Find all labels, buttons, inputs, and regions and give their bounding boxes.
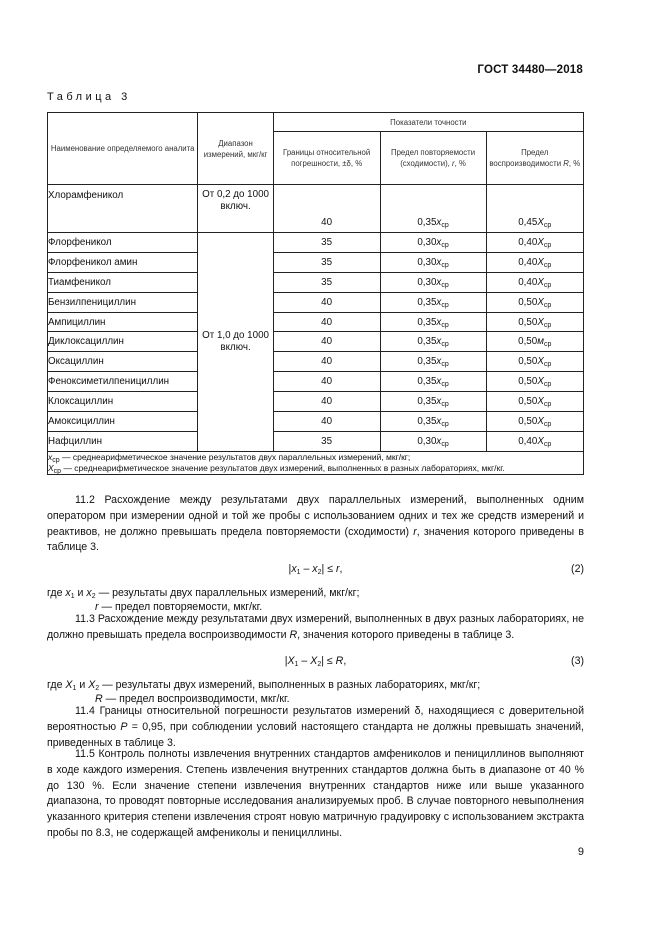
cell-error-bounds: 40 bbox=[273, 372, 380, 392]
col-header-range: Диапазон измерений, мкг/кг bbox=[198, 113, 273, 185]
table-row bbox=[48, 185, 584, 233]
cell-reproducibility: $0,50X_{ср}$ bbox=[486, 412, 584, 432]
cell-repeatability: $0,35x_{ср}$ bbox=[380, 352, 486, 372]
table-row bbox=[48, 292, 584, 312]
cell-reproducibility: $0,40X_{ср}$ bbox=[486, 233, 584, 253]
table-caption: Таблица 3 bbox=[47, 91, 131, 103]
paragraph-11-2: 11.2 Расхождение между результатами двух параллельных измерений, выполненных одним оператором при измерении одной и той же пробы с использованием одних и тех же средств измерений и реактивов, не должно превышать предела повторяемости (сходимости) r, значения которого приведены в таблице 3. bbox=[47, 494, 584, 554]
cell-repeatability: $0,30x_{ср}$ bbox=[380, 252, 486, 272]
cell-repeatability: $0,35x_{ср}$ bbox=[380, 412, 486, 432]
cell-analyte: Диклоксациллин bbox=[48, 332, 198, 352]
cell-analyte: Амоксициллин bbox=[48, 412, 198, 432]
cell-analyte: Нафциллин bbox=[48, 431, 198, 451]
cell-error-bounds: 35 bbox=[273, 233, 380, 253]
formula-3-expression: $|X_1 - X_2| \le R$, bbox=[284, 655, 347, 668]
formula-3-number: (3) bbox=[571, 655, 584, 667]
cell-reproducibility: $0,40X_{ср}$ bbox=[486, 272, 584, 292]
table-row bbox=[48, 431, 584, 451]
legend-R-line: R — предел воспроизводимости, мкг/кг. bbox=[95, 693, 290, 705]
paragraph-11-3: 11.3 Расхождение между результатами двух измерений, выполненных в двух разных лабораториях, не должно превышать предела воспроизводимости R, значения которого приведены в таблице 3. bbox=[47, 613, 584, 641]
formula-3-legend bbox=[47, 678, 584, 706]
note-x-avg: $x_{ср}$ — среднеарифметическое значение результатов двух параллельных измерений, мкг/кг; bbox=[48, 451, 411, 464]
cell-repeatability: $0,35x_{ср}$ bbox=[380, 372, 486, 392]
cell-reproducibility: $0,40X_{ср}$ bbox=[486, 431, 584, 451]
cell-analyte: Флорфеникол bbox=[48, 233, 198, 253]
table-notes bbox=[48, 451, 584, 474]
legend-X-line: где $X_1$ и $X_2$ — результаты двух измерений, выполненных в разных лабораториях, мкг/кг; bbox=[47, 679, 481, 692]
precision-table bbox=[47, 112, 584, 475]
table-row bbox=[48, 372, 584, 392]
cell-error-bounds: 35 bbox=[273, 272, 380, 292]
cell-repeatability: $0,30x_{ср}$ bbox=[380, 431, 486, 451]
cell-reproducibility: $0,50X_{ср}$ bbox=[486, 392, 584, 412]
cell-error-bounds: 40 bbox=[273, 392, 380, 412]
cell-analyte: Бензилпенициллин bbox=[48, 292, 198, 312]
cell-reproducibility: $0,50X_{ср}$ bbox=[486, 372, 584, 392]
note-X-avg: $X_{ср}$ — среднеарифметическое значение результатов двух измерений, выполненных в разных лабораториях, мкг/кг. bbox=[48, 462, 505, 475]
cell-reproducibility: $0,40X_{ср}$ bbox=[486, 252, 584, 272]
cell-repeatability: $0,35x_{ср}$ bbox=[380, 185, 486, 233]
formula-2 bbox=[47, 563, 584, 579]
cell-reproducibility: $0,50X_{ср}$ bbox=[486, 312, 584, 332]
cell-error-bounds: 40 bbox=[273, 412, 380, 432]
cell-error-bounds: 40 bbox=[273, 292, 380, 312]
cell-analyte: Флорфеникол амин bbox=[48, 252, 198, 272]
cell-analyte: Ампициллин bbox=[48, 312, 198, 332]
table-row bbox=[48, 352, 584, 372]
cell-analyte: Феноксиметилпенициллин bbox=[48, 372, 198, 392]
cell-error-bounds: 40 bbox=[273, 312, 380, 332]
col-header-error-bounds: Границы относительной погрешности, ±δ, % bbox=[273, 132, 380, 185]
legend-r-line: r — предел повторяемости, мкг/кг. bbox=[95, 601, 263, 613]
cell-repeatability: $0,35x_{ср}$ bbox=[380, 332, 486, 352]
cell-repeatability: $0,30x_{ср}$ bbox=[380, 272, 486, 292]
formula-2-number: (2) bbox=[571, 563, 584, 575]
cell-range: От 0,2 до 1000 включ. bbox=[198, 185, 273, 233]
table-row bbox=[48, 392, 584, 412]
cell-reproducibility: $0,50м_{ср}$ bbox=[486, 332, 584, 352]
cell-analyte: Тиамфеникол bbox=[48, 272, 198, 292]
table-row bbox=[48, 272, 584, 292]
col-header-analyte: Наименование определяемого аналита bbox=[48, 113, 198, 185]
cell-error-bounds: 40 bbox=[273, 332, 380, 352]
cell-reproducibility: $0,50X_{ср}$ bbox=[486, 352, 584, 372]
cell-reproducibility: $0,45X_{ср}$ bbox=[486, 185, 584, 233]
cell-range: От 1,0 до 1000 включ. bbox=[198, 233, 273, 452]
paragraph-11-5: 11.5 Контроль полноты извлечения внутренних стандартов амфениколов и пенициллинов выполняют в ходе каждого измерения. Степень извлечения внутренних стандартов должна быть в диапазоне от 40 % до 130 %. Если значение степени извлечения внутренних стандартов ниже или выше указанного диапазона, то проводят повторные исследования анализируемых проб. В случае повторного невыполнения указанного критерия степени извлечения строят новую матричную градуировку с использованием экстракта пробы по 8.3, не содержащей амфениколы и пенициллины. bbox=[47, 748, 584, 839]
cell-error-bounds: 35 bbox=[273, 252, 380, 272]
page-number: 9 bbox=[577, 846, 584, 858]
cell-repeatability: $0,30x_{ср}$ bbox=[380, 233, 486, 253]
table-row bbox=[48, 312, 584, 332]
cell-reproducibility: $0,50X_{ср}$ bbox=[486, 292, 584, 312]
document-header: ГОСТ 34480—2018 bbox=[477, 64, 583, 76]
col-header-precision-group: Показатели точности bbox=[273, 113, 583, 132]
formula-3 bbox=[47, 655, 584, 671]
table-row bbox=[48, 332, 584, 352]
cell-error-bounds: 35 bbox=[273, 431, 380, 451]
table-row bbox=[48, 412, 584, 432]
cell-error-bounds: 40 bbox=[273, 352, 380, 372]
cell-analyte: Хлорамфеникол bbox=[48, 185, 198, 233]
col-header-reproducibility: Предел воспроизводимости R, % bbox=[486, 132, 584, 185]
cell-error-bounds: 40 bbox=[273, 185, 380, 233]
table-row bbox=[48, 233, 584, 253]
col-header-repeatability: Предел повторяемости (сходимости), r, % bbox=[380, 132, 486, 185]
paragraph-11-4: 11.4 Границы относительной погрешности результатов измерений δ, находящиеся с доверительной вероятностью P = 0,95, при соблюдении условий настоящего стандарта не должны превышать значений, приведенных в таблице 3. bbox=[47, 705, 584, 749]
legend-x-line: где $x_1$ и $x_2$ — результаты двух параллельных измерений, мкг/кг; bbox=[47, 587, 360, 600]
cell-repeatability: $0,35x_{ср}$ bbox=[380, 392, 486, 412]
formula-2-expression: $|x_1 - x_2| \le r$, bbox=[288, 563, 343, 576]
table-row bbox=[48, 252, 584, 272]
formula-2-legend bbox=[47, 586, 584, 614]
cell-repeatability: $0,35x_{ср}$ bbox=[380, 292, 486, 312]
cell-analyte: Оксациллин bbox=[48, 352, 198, 372]
cell-analyte: Клоксациллин bbox=[48, 392, 198, 412]
cell-repeatability: $0,35x_{ср}$ bbox=[380, 312, 486, 332]
